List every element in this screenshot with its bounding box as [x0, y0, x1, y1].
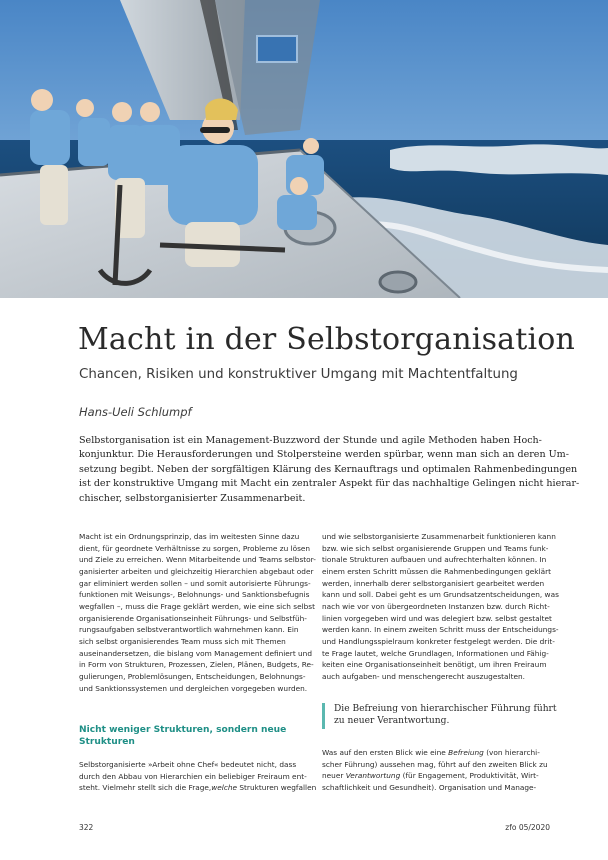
- lead-paragraph: [79, 434, 580, 506]
- journal-issue: zfo 05/2020: [505, 823, 550, 832]
- article-author: Hans-Ueli Schlumpf: [79, 405, 192, 419]
- section-heading-line: Strukturen: [79, 737, 135, 747]
- body-line: und wie selbstorganisierte Zusammenarbeit funktionieren kann: [322, 532, 556, 541]
- body-text: Strukturen wegfallen: [237, 783, 317, 793]
- body-line: auch aufgaben- und menschengerecht auszugestalten.: [322, 671, 525, 681]
- body-line: Macht ist ein Ordnungsprinzip, das im weitesten Sinne dazu: [79, 532, 300, 541]
- body-line: durch den Abbau von Hierarchien ein beliebiger Freiraum ent-: [79, 771, 307, 781]
- body-text: (von hierarchi-: [483, 748, 540, 757]
- body-column-right: [322, 531, 559, 683]
- body-text: neuer: [322, 771, 346, 781]
- body-line: linien vorgegeben wird und was delegiert bzw. selbst gestaltet: [322, 613, 552, 623]
- body-column-left: [79, 531, 316, 694]
- body-line: werden kann. In einem zweiten Schritt muss der Entscheidungs-: [322, 625, 559, 635]
- emphasis-text: welche: [211, 783, 238, 793]
- pull-quote-line: Die Befreiung von hierarchischer Führung führt: [334, 704, 557, 714]
- body-line: dient, für geordnete Verhältnisse zu sorgen, Probleme zu lösen: [79, 543, 311, 553]
- body-line: rungsaufgaben selbstverantwortlich wahrnehmen kann. Ein: [79, 625, 299, 635]
- article-subtitle: Chancen, Risiken und konstruktiver Umgang mit Machtentfaltung: [79, 367, 518, 382]
- body-text: (für Engagement, Produktivität, Wirt-: [400, 771, 539, 781]
- body-line: sich selbst organisierendes Team muss sich mit Themen: [79, 636, 286, 646]
- body-line: und Ziele zu erreichen. Wenn Mitarbeitende und Teams selbstor-: [79, 555, 316, 565]
- body-line: wegfallen –, muss die Frage geklärt werden, wie eine sich selbst: [79, 601, 316, 611]
- body-line: organisierende Organisationseinheit Führungs- und Selbstfüh-: [79, 613, 307, 623]
- pull-quote: [322, 703, 557, 729]
- body-line: schaftlichkeit und Gesundheit). Organisation und Manage-: [322, 782, 537, 792]
- body-line: und Handlungsspielraum konkreter festgelegt werden. Die drit-: [322, 636, 555, 646]
- body-line: in Form von Strukturen, Prozessen, Zielen, Plänen, Budgets, Re-: [79, 660, 314, 670]
- emphasis-text: Befreiung: [448, 748, 484, 757]
- body-text: Was auf den ersten Blick wie eine: [322, 748, 449, 757]
- lead-line: ist der konstruktive Umgang mit Macht ein zentraler Aspekt für das nachhaltige Gelingen nicht hierar-: [79, 478, 580, 490]
- lead-line: konjunktur. Die Herausforderungen und Stolpersteine werden spürbar, wenn man sich an deren Um-: [79, 449, 569, 461]
- emphasis-text: Verantwortung: [345, 771, 401, 781]
- body-line: bzw. wie sich selbst organisierende Gruppen und Teams funk-: [322, 543, 549, 553]
- body-text: steht. Vielmehr stellt sich die Frage,: [79, 783, 212, 793]
- body-line: werden, innerhalb derer selbstorganisiert gearbeitet werden: [322, 578, 545, 588]
- body-line: gar eliminiert werden sollen – und somit autorisierte Führungs-: [79, 578, 311, 588]
- body-line: ganisierter arbeiten und gleichzeitig Hierarchien abgebaut oder: [79, 566, 314, 576]
- body-column-left-continued: [79, 759, 317, 794]
- body-line: [322, 747, 550, 759]
- section-heading-line: Nicht weniger Strukturen, sondern neue: [79, 725, 287, 735]
- lead-line: Selbstorganisation ist ein Management-Buzzword der Stunde und agile Methoden haben Hoch-: [79, 435, 542, 446]
- section-heading: [79, 724, 307, 748]
- hero-photo: [0, 0, 608, 298]
- body-line: kann und soll. Dabei geht es um Grundsatzentscheidungen, was: [322, 590, 559, 600]
- body-line: te Frage lautet, welche Grundlagen, Informationen und Fähig-: [322, 648, 549, 658]
- pull-quote-line: zu neuer Verantwortung.: [334, 716, 450, 727]
- body-line: gulierungen, Problemlösungen, Entscheidungen, Belohnungs-: [79, 671, 306, 681]
- body-line: [79, 782, 317, 794]
- body-line: nach wie vor von übergeordneten Instanzen bzw. durch Richt-: [322, 601, 550, 611]
- body-line: funktionen mit Weisungs-, Belohnungs- und Sanktionsbefugnis: [79, 590, 310, 600]
- lead-line: setzung begibt. Neben der sorgfältigen Klärung des Kernauftrags und optimalen Rahmenbedingungen: [79, 463, 578, 475]
- body-line: tionale Strukturen aufbauen und aufrechterhalten können. In: [322, 555, 547, 565]
- body-line: auseinandersetzen, die bislang vom Management definiert und: [79, 648, 312, 658]
- article-title: Macht in der Selbstorganisation: [78, 322, 576, 357]
- body-line: keiten eine Organisationseinheit benötigt, um ihren Freiraum: [322, 660, 547, 670]
- body-line: einem ersten Schritt müssen die Rahmenbedingungen geklärt: [322, 566, 551, 576]
- body-column-right-continued: [322, 747, 550, 794]
- body-line: [322, 770, 550, 782]
- body-line: und Sanktionssystemen und dergleichen vorgegeben wurden.: [79, 683, 308, 693]
- body-line: scher Führung) aussehen mag, führt auf den zweiten Blick zu: [322, 759, 548, 769]
- body-line: Selbstorganisierte »Arbeit ohne Chef« bedeutet nicht, dass: [79, 760, 297, 769]
- lead-line: chischer, selbstorganisierter Zusammenarbeit.: [79, 492, 306, 504]
- page-number: 322: [79, 823, 94, 832]
